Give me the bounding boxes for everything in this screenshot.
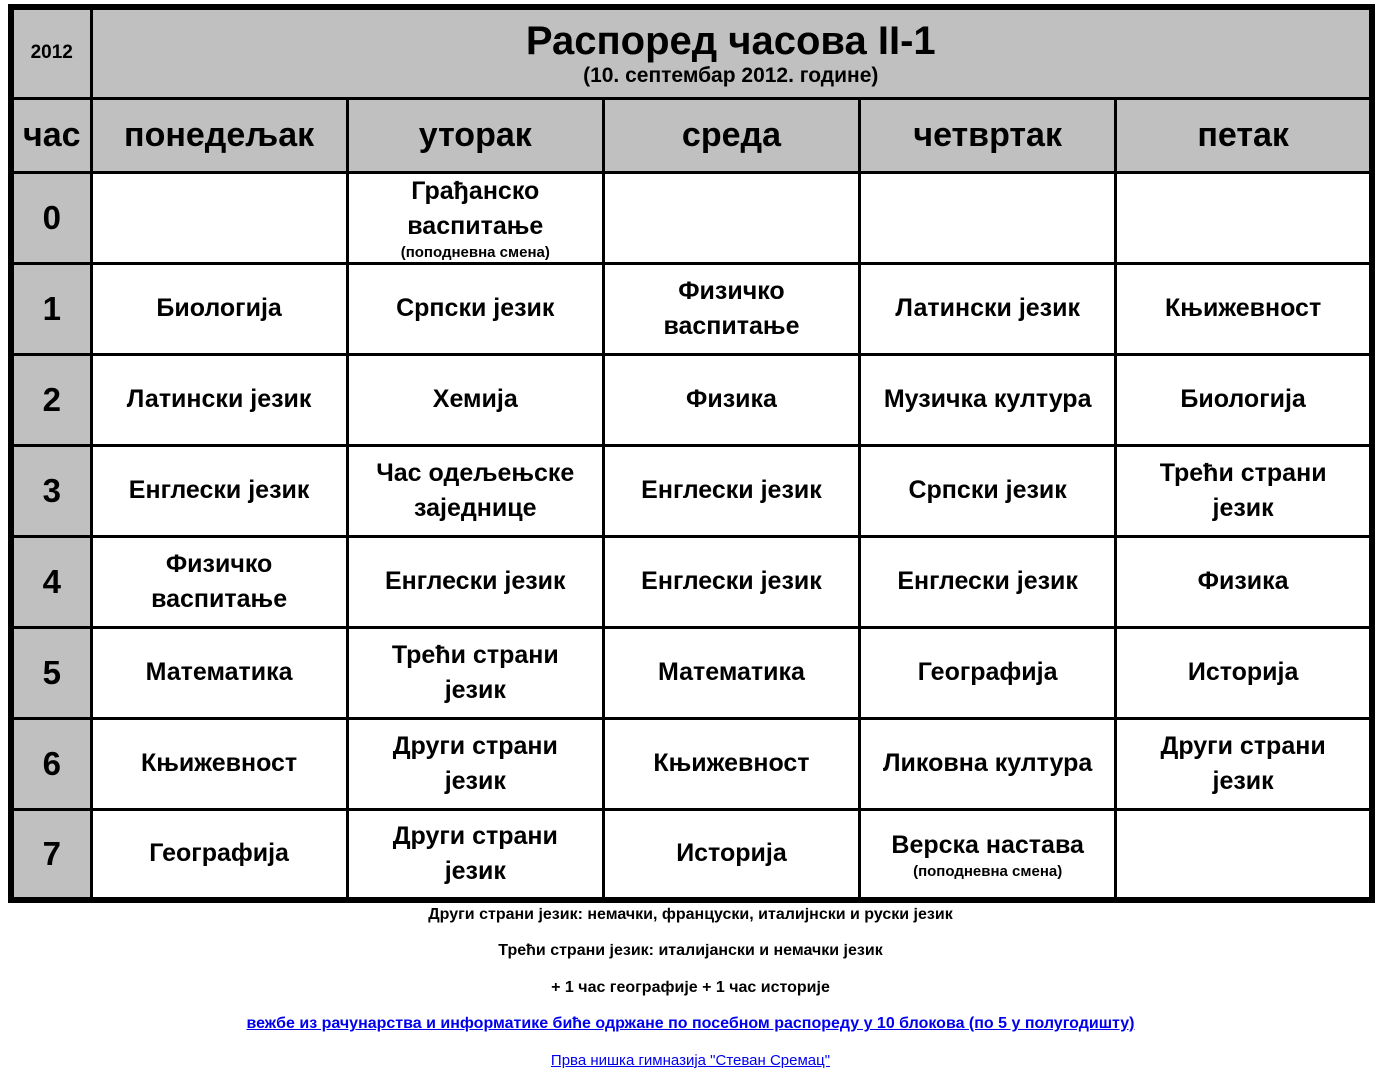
- subject-name: Други страни језик: [1160, 731, 1326, 795]
- title-cell: [91, 7, 1372, 98]
- day-header-wednesday: среда: [603, 98, 859, 172]
- class-cell-wednesday: [603, 809, 859, 900]
- subject-name: Други страни језик: [392, 821, 558, 885]
- hour-number: 3: [11, 445, 91, 536]
- subject-name: Физика: [686, 385, 777, 413]
- subject-name: Енглески језик: [641, 567, 822, 595]
- subject-name: Верска настава: [891, 830, 1084, 859]
- subject-name: Трећи страни језик: [1159, 458, 1327, 522]
- subject-name: Енглески језик: [384, 567, 566, 595]
- footer-note-extra-hours: + 1 час географије + 1 час историје: [551, 979, 830, 996]
- school-home-link[interactable]: Прва нишка гимназија "Стеван Сремац": [550, 1052, 831, 1069]
- class-cell-wednesday: [603, 718, 859, 809]
- subject-name: Биологија: [1180, 385, 1306, 413]
- schedule-row-hour-3: [11, 445, 1372, 536]
- class-cell-monday: [91, 354, 347, 445]
- hour-number: 0: [11, 172, 91, 263]
- hour-number: 6: [11, 718, 91, 809]
- class-cell-thursday: [860, 354, 1116, 445]
- schedule-row-hour-5: [11, 627, 1372, 718]
- day-header-thursday: четвртак: [860, 98, 1116, 172]
- class-cell-tuesday: [347, 627, 603, 718]
- subject-name: Енглески језик: [641, 476, 822, 504]
- subject-name: Музичка култура: [883, 385, 1092, 413]
- subject-name: Књижевност: [653, 749, 810, 777]
- subject-name: Други страни језик: [392, 731, 558, 795]
- class-cell-monday: [91, 627, 347, 718]
- class-cell-wednesday: [603, 172, 859, 263]
- class-cell-friday: [1116, 172, 1372, 263]
- schedule-row-hour-4: [11, 536, 1372, 627]
- subject-name: Географија: [917, 658, 1058, 686]
- subject-name: Латински језик: [126, 385, 312, 413]
- day-header-row: [11, 98, 1372, 172]
- class-cell-thursday: [860, 172, 1116, 263]
- subject-name: Хемија: [432, 385, 518, 413]
- page-title: Распоред часова II-1: [525, 18, 936, 63]
- class-cell-thursday: [860, 718, 1116, 809]
- subject-name: Латински језик: [895, 294, 1080, 322]
- class-cell-tuesday: [347, 445, 603, 536]
- class-cell-thursday: [860, 263, 1116, 354]
- class-cell-friday: [1116, 445, 1372, 536]
- page-subtitle: (10. септембар 2012. године): [583, 63, 879, 87]
- class-cell-thursday: [860, 536, 1116, 627]
- class-cell-monday: [91, 445, 347, 536]
- class-cell-friday: [1116, 263, 1372, 354]
- title-row: [11, 7, 1372, 98]
- footer-note-second-language: Други страни језик: немачки, француски, италијнски и руски језик: [428, 906, 953, 923]
- subject-name: Географија: [149, 839, 289, 868]
- class-cell-monday: [91, 263, 347, 354]
- schedule-row-hour-7: [11, 809, 1372, 900]
- class-cell-tuesday: [347, 536, 603, 627]
- subject-name: Грађанско васпитање: [407, 177, 544, 240]
- year-cell: 2012: [11, 7, 91, 98]
- shift-note: (поподневна смена): [400, 244, 550, 261]
- class-cell-tuesday: [347, 172, 603, 263]
- subject-name: Књижевност: [141, 749, 298, 777]
- schedule-row-hour-6: [11, 718, 1372, 809]
- subject-name: Математика: [657, 658, 805, 686]
- schedule-table: [8, 4, 1375, 903]
- subject-name: Час одељењске заједнице: [376, 458, 575, 522]
- hour-number: 5: [11, 627, 91, 718]
- class-cell-friday: [1116, 718, 1372, 809]
- subject-name: Енглески језик: [128, 476, 310, 504]
- subject-name: Физика: [1197, 567, 1289, 595]
- subject-name: Српски језик: [908, 476, 1067, 504]
- hour-number: 4: [11, 536, 91, 627]
- hour-column-header: час: [11, 98, 91, 172]
- subject-name: Трећи страни језик: [391, 640, 559, 704]
- subject-name: Историја: [676, 839, 787, 868]
- class-cell-wednesday: [603, 627, 859, 718]
- subject-name: Енглески језик: [897, 567, 1078, 595]
- subject-name: Математика: [145, 658, 293, 686]
- class-cell-thursday: [860, 627, 1116, 718]
- hour-number: 7: [11, 809, 91, 900]
- day-header-tuesday: уторак: [347, 98, 603, 172]
- subject-name: Историја: [1187, 658, 1299, 686]
- class-cell-wednesday: [603, 536, 859, 627]
- class-cell-monday: [91, 536, 347, 627]
- schedule-row-hour-0: [11, 172, 1372, 263]
- schedule-row-hour-2: [11, 354, 1372, 445]
- class-cell-tuesday: [347, 263, 603, 354]
- class-cell-friday: [1116, 627, 1372, 718]
- hour-number: 1: [11, 263, 91, 354]
- subject-name: Физичко васпитање: [663, 276, 800, 340]
- subject-name: Књижевност: [1165, 294, 1322, 322]
- class-cell-friday: [1116, 354, 1372, 445]
- class-cell-thursday: [860, 445, 1116, 536]
- class-cell-thursday: [860, 809, 1116, 900]
- subject-name: Биологија: [156, 294, 282, 322]
- class-cell-wednesday: [603, 354, 859, 445]
- class-cell-friday: [1116, 809, 1372, 900]
- schedule-row-hour-1: [11, 263, 1372, 354]
- class-cell-monday: [91, 809, 347, 900]
- class-cell-wednesday: [603, 445, 859, 536]
- hour-number: 2: [11, 354, 91, 445]
- class-cell-tuesday: [347, 354, 603, 445]
- computing-exercises-link[interactable]: вежбе из рачунарства и информатике биће одржане по посебном распореду у 10 блокова (по 5 у полугодишту): [246, 1015, 1135, 1032]
- footer-link-school-row: [0, 1051, 1381, 1071]
- class-cell-monday: [91, 718, 347, 809]
- class-cell-wednesday: [603, 263, 859, 354]
- shift-note: (поподневна смена): [913, 862, 1063, 880]
- class-cell-friday: [1116, 536, 1372, 627]
- class-cell-tuesday: [347, 809, 603, 900]
- subject-name: Српски језик: [396, 294, 555, 322]
- footer-link-computing-row: [0, 1014, 1381, 1034]
- subject-name: Ликовна култура: [883, 749, 1093, 777]
- day-header-monday: понедељак: [91, 98, 347, 172]
- footer-note-third-language: Трећи страни језик: италијански и немачки језик: [498, 942, 883, 959]
- subject-name: Физичко васпитање: [151, 549, 288, 613]
- class-cell-tuesday: [347, 718, 603, 809]
- class-cell-monday: [91, 172, 347, 263]
- day-header-friday: петак: [1116, 98, 1372, 172]
